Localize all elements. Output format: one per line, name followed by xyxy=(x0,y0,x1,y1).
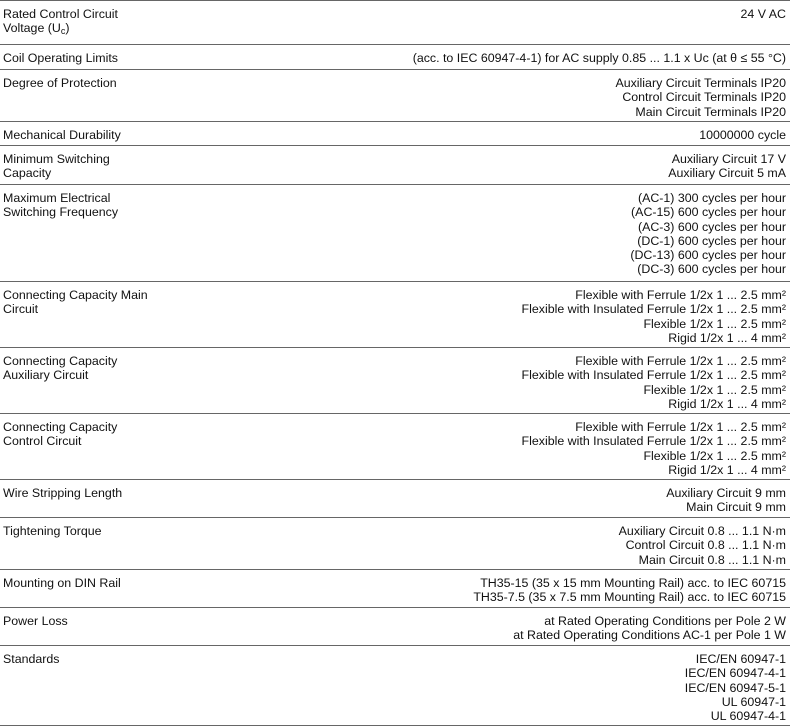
spec-value: Flexible 1/2x 1 ... 2.5 mm² xyxy=(643,448,786,463)
spec-row-standards xyxy=(0,646,790,726)
spec-row-minimum-switching-capacity xyxy=(0,146,790,185)
spec-value: Auxiliary Circuit 0.8 ... 1.1 N·m xyxy=(618,524,786,538)
spec-value: Main Circuit 0.8 ... 1.1 N·m xyxy=(638,552,786,567)
spec-value: IEC/EN 60947-1 xyxy=(695,652,786,666)
spec-value: Rigid 1/2x 1 ... 4 mm² xyxy=(668,462,786,477)
spec-values xyxy=(180,191,786,277)
spec-row-wire-stripping-length xyxy=(0,480,790,518)
spec-value: Rigid 1/2x 1 ... 4 mm² xyxy=(668,396,786,411)
spec-label: Wire Stripping Length xyxy=(3,486,123,500)
spec-values xyxy=(180,128,786,142)
spec-value: Main Circuit Terminals IP20 xyxy=(635,104,786,119)
spec-value: Control Circuit 0.8 ... 1.1 N·m xyxy=(625,538,786,553)
spec-label xyxy=(3,7,173,35)
spec-value: (acc. to IEC 60947-4-1) for AC supply 0.85 ... 1.1 x Uc (at θ ≤ 55 °C) xyxy=(412,51,786,65)
spec-row-connecting-capacity-main-circuit xyxy=(0,282,790,348)
spec-value: Auxiliary Circuit Terminals IP20 xyxy=(615,76,786,90)
spec-values xyxy=(180,51,786,65)
spec-value: TH35-15 (35 x 15 mm Mounting Rail) acc. to IEC 60715 xyxy=(480,576,786,590)
spec-value: Flexible with Insulated Ferrule 1/2x 1 ... 2.5 mm² xyxy=(521,368,786,383)
spec-row-degree-of-protection xyxy=(0,70,790,122)
spec-value: UL 60947-1 xyxy=(721,694,786,709)
spec-row-connecting-capacity-control-circuit xyxy=(0,414,790,480)
spec-values xyxy=(180,7,786,21)
spec-label: Coil Operating Limits xyxy=(3,51,119,65)
spec-label: Degree of Protection xyxy=(3,76,117,90)
spec-row-connecting-capacity-auxiliary-circuit xyxy=(0,348,790,414)
spec-label: Mechanical Durability xyxy=(3,128,121,142)
spec-value: Flexible 1/2x 1 ... 2.5 mm² xyxy=(643,382,786,397)
spec-row-rated-control-circuit-voltage xyxy=(0,0,790,45)
spec-label: Mounting on DIN Rail xyxy=(3,576,121,590)
spec-value: IEC/EN 60947-4-1 xyxy=(684,666,786,681)
spec-value: Auxiliary Circuit 17 V xyxy=(671,152,786,166)
spec-values xyxy=(180,576,786,605)
spec-values xyxy=(180,288,786,345)
spec-label: Power Loss xyxy=(3,614,68,628)
spec-label: Connecting Capacity Main Circuit xyxy=(3,288,148,316)
spec-value: Main Circuit 9 mm xyxy=(686,500,786,515)
spec-label-tail: ) xyxy=(65,21,70,35)
spec-value: (AC-15) 600 cycles per hour xyxy=(631,205,786,220)
spec-row-mounting-on-din-rail xyxy=(0,570,790,608)
spec-label: Connecting Capacity Control Circuit xyxy=(3,420,118,448)
spec-value: at Rated Operating Conditions AC-1 per Pole 1 W xyxy=(513,628,786,643)
spec-values xyxy=(180,524,786,567)
spec-label: Maximum Electrical Switching Frequency xyxy=(3,191,119,219)
spec-values xyxy=(180,354,786,411)
spec-label: Connecting Capacity Auxiliary Circuit xyxy=(3,354,118,382)
spec-value: (AC-1) 300 cycles per hour xyxy=(637,191,786,205)
spec-value: Flexible with Insulated Ferrule 1/2x 1 ... 2.5 mm² xyxy=(521,302,786,317)
spec-value: Flexible 1/2x 1 ... 2.5 mm² xyxy=(643,316,786,331)
spec-values xyxy=(180,486,786,515)
spec-row-tightening-torque xyxy=(0,518,790,570)
spec-value: (DC-3) 600 cycles per hour xyxy=(637,262,786,277)
spec-value: Flexible with Insulated Ferrule 1/2x 1 ... 2.5 mm² xyxy=(521,434,786,449)
spec-value: (DC-1) 600 cycles per hour xyxy=(637,233,786,248)
spec-value: Auxiliary Circuit 9 mm xyxy=(666,486,786,500)
spec-values xyxy=(180,152,786,181)
spec-value: UL 60947-4-1 xyxy=(710,709,786,724)
spec-value: 24 V AC xyxy=(740,7,786,21)
spec-value: TH35-7.5 (35 x 7.5 mm Mounting Rail) acc. to IEC 60715 xyxy=(473,590,786,605)
spec-value: (DC-13) 600 cycles per hour xyxy=(630,248,786,263)
spec-value: Rigid 1/2x 1 ... 4 mm² xyxy=(668,330,786,345)
spec-values xyxy=(180,76,786,119)
spec-label-subscript: c xyxy=(60,26,66,36)
spec-label: Tightening Torque xyxy=(3,524,102,538)
spec-row-power-loss xyxy=(0,608,790,646)
spec-value: Auxiliary Circuit 5 mA xyxy=(668,166,786,181)
spec-row-mechanical-durability xyxy=(0,122,790,146)
spec-value: 10000000 cycle xyxy=(699,128,786,142)
spec-value: Control Circuit Terminals IP20 xyxy=(622,90,786,105)
spec-values xyxy=(180,614,786,643)
spec-value: Flexible with Ferrule 1/2x 1 ... 2.5 mm² xyxy=(575,420,786,434)
spec-row-maximum-electrical-switching-frequency xyxy=(0,185,790,282)
spec-label: Standards xyxy=(3,652,60,666)
spec-row-coil-operating-limits xyxy=(0,45,790,70)
spec-value: Flexible with Ferrule 1/2x 1 ... 2.5 mm² xyxy=(575,288,786,302)
spec-value: IEC/EN 60947-5-1 xyxy=(684,680,786,695)
spec-values xyxy=(180,652,786,723)
spec-values xyxy=(180,420,786,477)
spec-label-text: Rated Control Circuit Voltage (U xyxy=(3,7,119,35)
spec-value: at Rated Operating Conditions per Pole 2 W xyxy=(544,614,786,628)
spec-value: Flexible with Ferrule 1/2x 1 ... 2.5 mm² xyxy=(575,354,786,368)
spec-value: (AC-3) 600 cycles per hour xyxy=(637,219,786,234)
spec-label: Minimum Switching Capacity xyxy=(3,152,110,180)
